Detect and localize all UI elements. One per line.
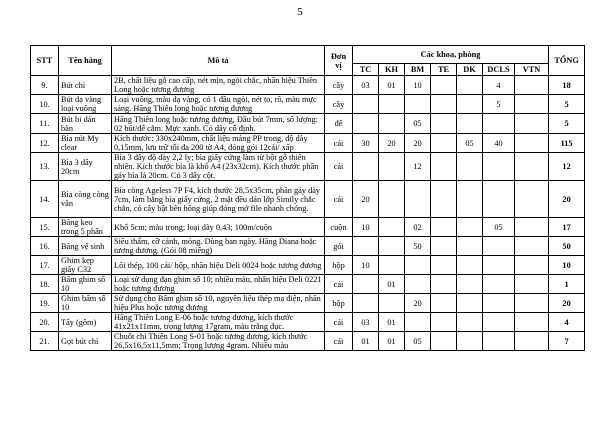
row-qty-te — [431, 153, 457, 181]
row-item-name: Bấm ghim số 10 — [59, 275, 112, 294]
row-qty-te — [431, 181, 457, 218]
header-dept-dk: DK — [457, 64, 483, 76]
row-qty-dk — [457, 114, 483, 134]
row-qty-bm — [405, 95, 431, 114]
table-row — [31, 332, 585, 351]
row-qty-dk — [457, 256, 483, 275]
row-item-name: Ghim kẹp giấy C32 — [59, 256, 112, 275]
row-total: 12 — [549, 153, 585, 181]
row-qty-dcls — [483, 332, 515, 351]
row-qty-dcls — [483, 153, 515, 181]
row-description: Bìa 3 dây độ dày 2,2 ly; bìa giấy cứng làm từ bột gỗ thiên nhiên. Kích thước bìa là khổ A4 (23x32cm). Kích thước phần gáy bìa là 20cm. Có 3 dây cột. — [112, 153, 325, 181]
row-qty-kh — [379, 294, 405, 313]
row-total: 18 — [549, 76, 585, 95]
row-description: Sử dụng cho Bấm ghim số 10, nguyên liệu thép mạ điện, nhãn hiệu Plus hoặc tương đương — [112, 294, 325, 313]
row-qty-tc — [353, 95, 379, 114]
row-unit: cây — [325, 76, 353, 95]
table-row — [31, 313, 585, 332]
row-item-name: Gọt bút chì — [59, 332, 112, 351]
row-qty-bm: 05 — [405, 114, 431, 134]
table-row — [31, 114, 585, 134]
row-qty-bm: 02 — [405, 218, 431, 237]
row-item-name: Bút bi dán bàn — [59, 114, 112, 134]
row-qty-tc: 20 — [353, 181, 379, 218]
row-qty-kh: 01 — [379, 313, 405, 332]
row-qty-dk — [457, 153, 483, 181]
row-qty-te — [431, 256, 457, 275]
row-qty-kh: 01 — [379, 332, 405, 351]
header-dept-kh: KH — [379, 64, 405, 76]
row-qty-bm: 50 — [405, 237, 431, 256]
row-qty-bm: 20 — [405, 294, 431, 313]
row-qty-tc — [353, 114, 379, 134]
row-description: Lõi thép, 100 cái/ hộp, nhãn hiệu Deli 0024 hoặc tương đương — [112, 256, 325, 275]
row-description: Hãng Thiên Long E-06 hoặc tương đương, kích thước 41x21x11mm, trọng lượng 17gram, màu trắng đục. — [112, 313, 325, 332]
row-qty-vtn — [515, 313, 549, 332]
row-qty-bm — [405, 313, 431, 332]
row-qty-kh — [379, 256, 405, 275]
table-row — [31, 256, 585, 275]
header-item-name: Tên hàng — [59, 46, 112, 76]
row-qty-bm: 05 — [405, 332, 431, 351]
row-qty-tc — [353, 294, 379, 313]
row-total: 4 — [549, 313, 585, 332]
row-stt: 16. — [31, 237, 59, 256]
row-qty-tc: 30 — [353, 134, 379, 153]
row-unit: cái — [325, 313, 353, 332]
row-qty-tc: 01 — [353, 332, 379, 351]
row-total: 10 — [549, 256, 585, 275]
header-total: TỔNG — [549, 46, 585, 76]
row-description: Loại vuông, màu dạ vàng, có 1 đầu ngòi, nét to, rõ, màu mực sáng. Hãng Thiên long hoặc tương đương — [112, 95, 325, 114]
row-qty-bm: 10 — [405, 76, 431, 95]
row-qty-dk — [457, 181, 483, 218]
row-stt: 18. — [31, 275, 59, 294]
table-row — [31, 134, 585, 153]
row-description: Khổ 5cm; màu trong; loại dày 0,43; 100m/cuộn — [112, 218, 325, 237]
row-qty-bm: 12 — [405, 153, 431, 181]
row-qty-kh — [379, 237, 405, 256]
row-item-name: Tẩy (gôm) — [59, 313, 112, 332]
row-qty-kh — [379, 181, 405, 218]
row-qty-vtn — [515, 76, 549, 95]
row-qty-tc — [353, 153, 379, 181]
row-qty-dk — [457, 313, 483, 332]
row-qty-bm — [405, 256, 431, 275]
row-qty-tc: 03 — [353, 76, 379, 95]
row-item-name: Ghim bấm số 10 — [59, 294, 112, 313]
row-item-name: Bìa còng còng văn — [59, 181, 112, 218]
header-departments: Các khoa, phòng — [353, 46, 549, 64]
row-item-name: Bìa nút My clear — [59, 134, 112, 153]
row-qty-te — [431, 95, 457, 114]
row-qty-tc: 03 — [353, 313, 379, 332]
row-qty-dcls — [483, 275, 515, 294]
row-unit: hộp — [325, 256, 353, 275]
row-qty-tc — [353, 237, 379, 256]
row-qty-bm — [405, 275, 431, 294]
row-qty-dcls: 5 — [483, 95, 515, 114]
row-stt: 19. — [31, 294, 59, 313]
row-qty-dk — [457, 218, 483, 237]
row-total: 17 — [549, 218, 585, 237]
row-total: 20 — [549, 294, 585, 313]
row-total: 1 — [549, 275, 585, 294]
table-row — [31, 275, 585, 294]
row-item-name: Bút dạ vàng loại vuông — [59, 95, 112, 114]
row-description: Bìa còng Ageless 7P F4, kích thước 28,5x35cm, phần gáy dày 7cm, làm bằng bìa giấy cứng, 2 mặt đều dán lớp Simily chắc chắn, có cây bật bên hông giúp đóng mở file nhanh chóng. — [112, 181, 325, 218]
row-description: Hãng Thiên long hoặc tương đương, Đầu bút 7mm, số lượng: 02 bút/đế cắm. Mực xanh. Có dây cố định. — [112, 114, 325, 134]
row-qty-kh — [379, 95, 405, 114]
row-description: 2B, chất liệu gỗ cao cấp, nét mịn, ngòi chắc, nhãn hiệu Thiên Long hoặc tương đương — [112, 76, 325, 95]
row-item-name: Băng keo trong 5 phân — [59, 218, 112, 237]
row-qty-bm: 20 — [405, 134, 431, 153]
row-qty-vtn — [515, 332, 549, 351]
row-qty-dk — [457, 275, 483, 294]
header-unit: Đơn vị — [325, 46, 353, 76]
header-dept-te: TE — [431, 64, 457, 76]
row-qty-vtn — [515, 181, 549, 218]
row-qty-te — [431, 134, 457, 153]
table-row — [31, 153, 585, 181]
header-description: Mô tả — [112, 46, 325, 76]
row-qty-vtn — [515, 95, 549, 114]
row-qty-dk — [457, 332, 483, 351]
row-qty-dcls: 05 — [483, 218, 515, 237]
table-row — [31, 294, 585, 313]
row-qty-te — [431, 294, 457, 313]
row-qty-dcls — [483, 181, 515, 218]
row-total: 50 — [549, 237, 585, 256]
row-qty-dk — [457, 76, 483, 95]
table-row — [31, 95, 585, 114]
row-unit: hộp — [325, 294, 353, 313]
row-stt: 11. — [31, 114, 59, 134]
row-item-name: Bút chì — [59, 76, 112, 95]
row-unit: cái — [325, 134, 353, 153]
row-qty-dk — [457, 294, 483, 313]
row-unit: cuộn — [325, 218, 353, 237]
row-qty-dcls — [483, 313, 515, 332]
row-stt: 20. — [31, 313, 59, 332]
row-qty-te — [431, 218, 457, 237]
row-qty-dcls: 4 — [483, 76, 515, 95]
header-dept-tc: TC — [353, 64, 379, 76]
row-qty-kh: 01 — [379, 76, 405, 95]
row-total: 5 — [549, 114, 585, 134]
header-stt: STT — [31, 46, 59, 76]
table-row — [31, 181, 585, 218]
row-qty-vtn — [515, 237, 549, 256]
table-row — [31, 218, 585, 237]
header-dept-bm: BM — [405, 64, 431, 76]
row-qty-kh: 20 — [379, 134, 405, 153]
row-qty-vtn — [515, 134, 549, 153]
row-qty-dcls — [483, 237, 515, 256]
row-qty-kh — [379, 114, 405, 134]
row-qty-vtn — [515, 153, 549, 181]
row-description: Kích thước: 330x240mm, chất liệu mảng PP trong, độ dày 0,15mm, lưu trữ tối đa 200 tờ A4, đóng gói 12cái/ xấp — [112, 134, 325, 153]
row-stt: 9. — [31, 76, 59, 95]
header-dept-dcls: DCLS — [483, 64, 515, 76]
row-item-name: Bìa 3 dây 20cm — [59, 153, 112, 181]
row-qty-te — [431, 76, 457, 95]
row-qty-dk — [457, 95, 483, 114]
row-stt: 15. — [31, 218, 59, 237]
row-qty-vtn — [515, 275, 549, 294]
row-unit: đế — [325, 114, 353, 134]
row-total: 7 — [549, 332, 585, 351]
row-total: 115 — [549, 134, 585, 153]
row-unit: cây — [325, 95, 353, 114]
row-qty-te — [431, 313, 457, 332]
row-qty-te — [431, 332, 457, 351]
row-unit: cái — [325, 332, 353, 351]
row-qty-kh — [379, 218, 405, 237]
row-item-name: Băng vệ sinh — [59, 237, 112, 256]
row-total: 5 — [549, 95, 585, 114]
row-stt: 21. — [31, 332, 59, 351]
row-qty-dk — [457, 237, 483, 256]
row-qty-vtn — [515, 218, 549, 237]
row-qty-te — [431, 275, 457, 294]
row-stt: 17. — [31, 256, 59, 275]
row-qty-tc — [353, 275, 379, 294]
row-qty-vtn — [515, 294, 549, 313]
row-qty-dcls: 40 — [483, 134, 515, 153]
page-number: 5 — [297, 6, 303, 18]
table-row — [31, 76, 585, 95]
row-description: Loại sử dụng đạn ghim số 10; nhiều màu, nhãn hiệu Deli 0221 hoặc tương đương — [112, 275, 325, 294]
row-qty-te — [431, 114, 457, 134]
row-qty-vtn — [515, 256, 549, 275]
supplies-table — [30, 45, 585, 351]
row-qty-kh — [379, 153, 405, 181]
row-qty-dcls — [483, 114, 515, 134]
header-dept-vtn: VTN — [515, 64, 549, 76]
row-description: Siêu thấm, cỡ cánh, mỏng. Dùng ban ngày. Hãng Diana hoặc tương đương. (Gói 08 miếng) — [112, 237, 325, 256]
row-unit: gói — [325, 237, 353, 256]
table-row — [31, 237, 585, 256]
row-total: 20 — [549, 181, 585, 218]
row-unit: cái — [325, 275, 353, 294]
row-stt: 13. — [31, 153, 59, 181]
row-qty-dcls — [483, 294, 515, 313]
row-description: Chuốt chì Thiên Long S-01 hoặc tương đương, kích thước 26,5x16,5x11,5mm; Trọng lượng 4gram. Nhiều màu — [112, 332, 325, 351]
row-unit: cái — [325, 181, 353, 218]
row-stt: 10. — [31, 95, 59, 114]
row-qty-vtn — [515, 114, 549, 134]
row-qty-tc: 10 — [353, 218, 379, 237]
row-stt: 14. — [31, 181, 59, 218]
row-qty-dcls — [483, 256, 515, 275]
row-unit: cái — [325, 153, 353, 181]
row-qty-kh: 01 — [379, 275, 405, 294]
row-qty-bm — [405, 181, 431, 218]
row-qty-dk: 05 — [457, 134, 483, 153]
row-qty-tc: 10 — [353, 256, 379, 275]
row-qty-te — [431, 237, 457, 256]
row-stt: 12. — [31, 134, 59, 153]
